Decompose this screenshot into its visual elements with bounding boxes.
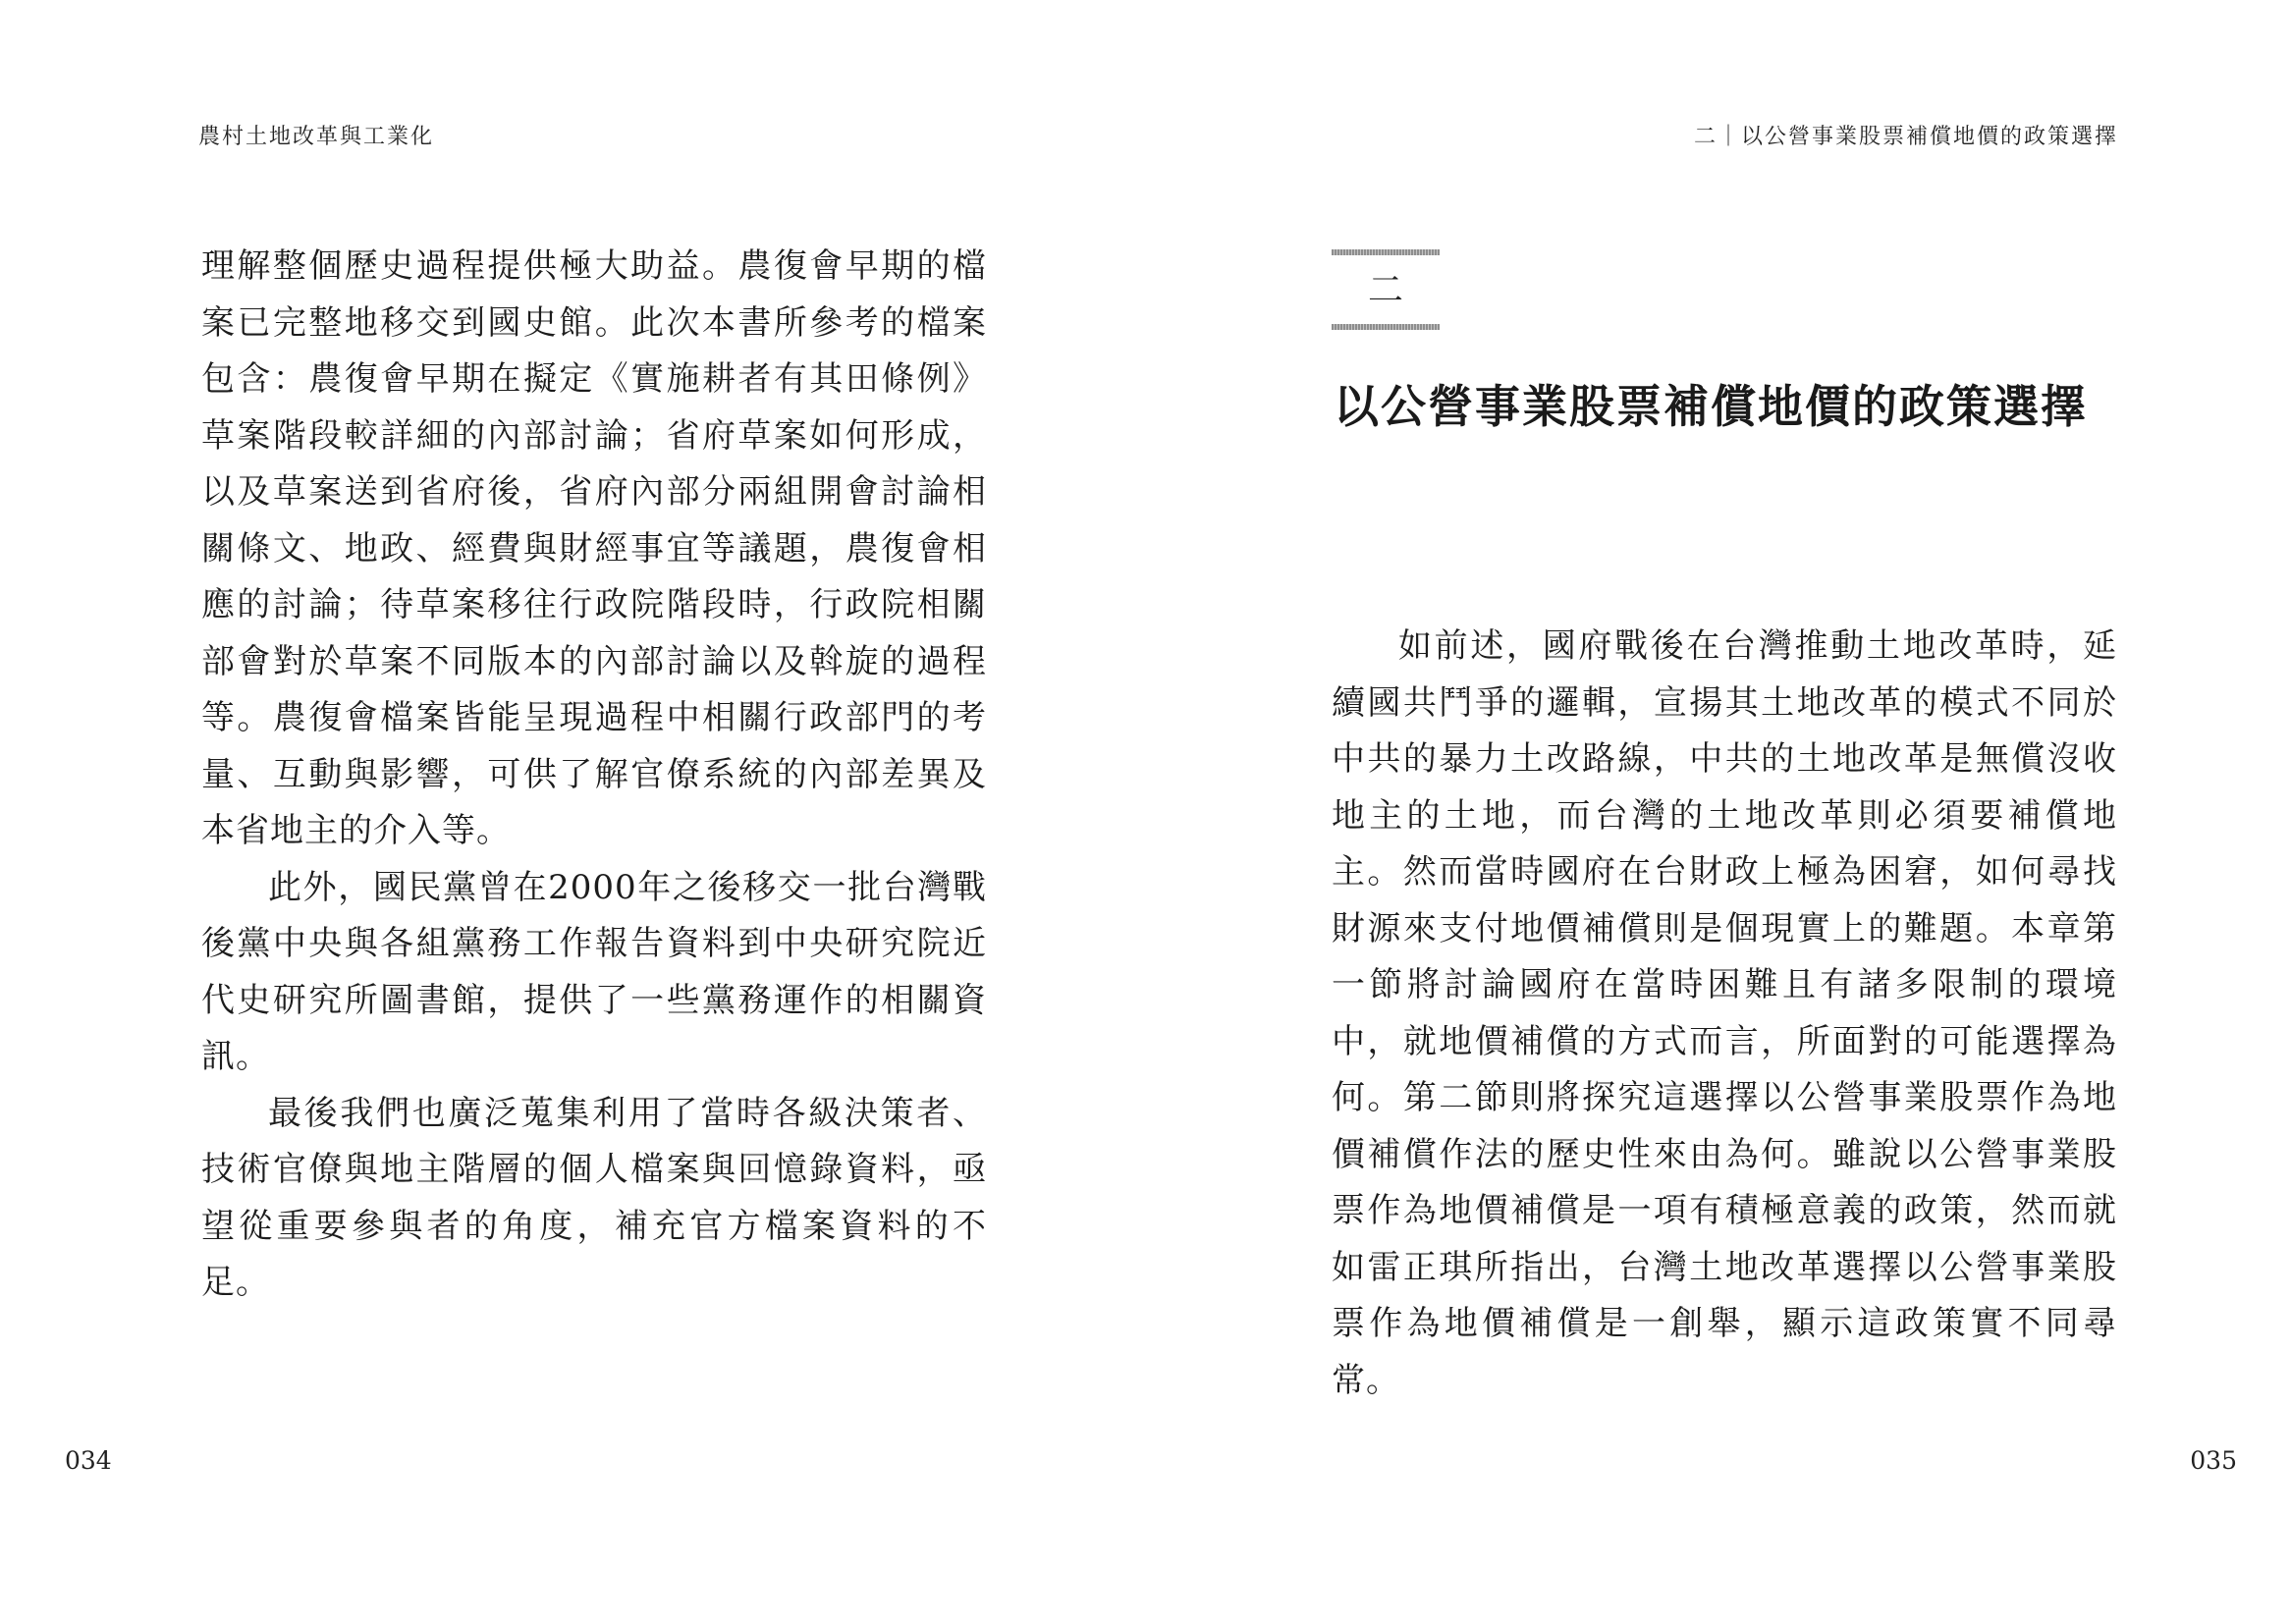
right-page-body (1332, 619, 2117, 1409)
chapter-number-block (1332, 245, 1440, 336)
page-number-left: 034 (65, 1446, 112, 1475)
running-head-right: 二｜以公營事業股票補償地價的政策選擇 (1693, 125, 2118, 149)
right-page (1145, 0, 2290, 1624)
paragraph: 此外，國民黨曾在2000年之後移交一批台灣戰後黨中央與各組黨務工作報告資料到中央研究院近代史研究所圖書館，提供了一些黨務運作的相關資訊。 (201, 867, 987, 1076)
chapter-title: 以公營事業股票補償地價的政策選擇 (1334, 380, 2088, 433)
running-head-left: 農村土地改革與工業化 (198, 125, 435, 149)
paragraph: 理解整個歷史過程提供極大助益。農復會早期的檔案已完整地移交到國史館。此次本書所參考的檔案包含：農復會早期在擬定《實施耕者有其田條例》草案階段較詳細的內部討論；省府草案如何形成，以及草案送到省府後，省府內部分兩組開會討論相關條文、地政、經費與財經事宜等議題，農復會相應的討論；待草案移往行政院階段時，行政院相關部會對於草案不同版本的內部討論以及斡旋的過程等。農復會檔案皆能呈現過程中相關行政部門的考量、互動與影響，可供了解官僚系統的內部差異及本省地主的介入等。 (201, 246, 987, 850)
chapter-rule-bottom (1332, 324, 1440, 330)
chapter-number: 二 (1367, 270, 1403, 310)
left-page-body (201, 239, 987, 1312)
page-number-right: 035 (2190, 1446, 2237, 1475)
paragraph: 如前述，國府戰後在台灣推動土地改革時，延續國共鬥爭的邏輯，宣揚其土地改革的模式不同於中共的暴力土改路線，中共的土地改革是無償沒收地主的土地，而台灣的土地改革則必須要補償地主。然而當時國府在台財政上極為困窘，如何尋找財源來支付地價補償則是個現實上的難題。本章第一節將討論國府在當時困難且有諸多限制的環境中，就地價補償的方式而言，所面對的可能選擇為何。第二節則將探究這選擇以公營事業股票作為地價補償作法的歷史性來由為何。雖說以公營事業股票作為地價補償是一項有積極意義的政策，然而就如雷正琪所指出，台灣土地改革選擇以公營事業股票作為地價補償是一創舉，顯示這政策實不同尋常。 (1332, 626, 2117, 1400)
chapter-rule-top (1332, 249, 1440, 255)
paragraph: 最後我們也廣泛蒐集利用了當時各級決策者、技術官僚與地主階層的個人檔案與回憶錄資料，亟望從重要參與者的角度，補充官方檔案資料的不足。 (201, 1093, 987, 1302)
